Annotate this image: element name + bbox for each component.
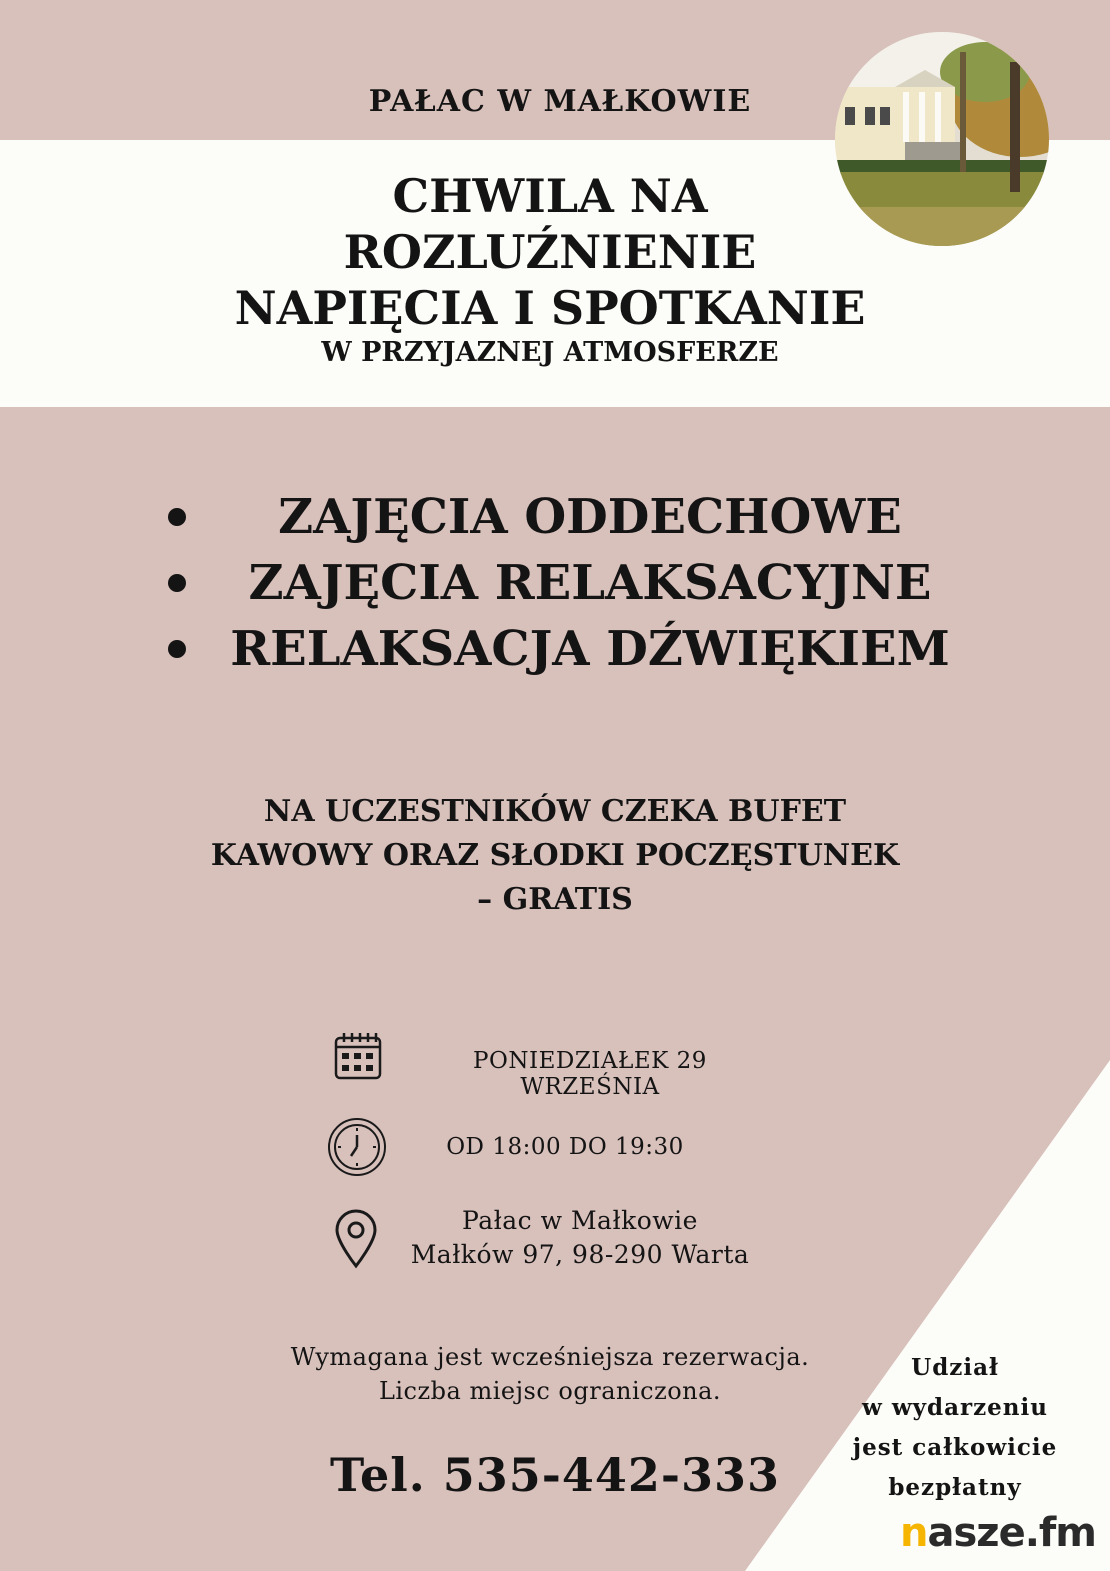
free-line-3: jest całkowicie <box>852 1434 1058 1461</box>
logo-letter: n <box>900 1510 928 1556</box>
location-pin-icon <box>333 1208 379 1270</box>
activities-list <box>160 484 960 682</box>
title-line-4: W PRZYJAZNEJ ATMOSFERZE <box>321 337 779 368</box>
free-line-2: w wydarzeniu <box>862 1394 1048 1421</box>
watermark-logo <box>900 1510 1096 1556</box>
free-participation-note <box>815 1348 1095 1508</box>
venue-address: Małków 97, 98-290 Warta <box>410 1240 750 1269</box>
activity-label: RELAKSACJA DŹWIĘKIEM <box>230 621 950 677</box>
list-item <box>160 484 960 550</box>
buffet-line-2: KAWOWY ORAZ SŁODKI POCZĘSTUNEK <box>210 838 900 873</box>
title-line-3: NAPIĘCIA I SPOTKANIE <box>234 281 866 335</box>
event-time: OD 18:00 DO 19:30 <box>446 1134 684 1160</box>
title-line-1: CHWILA NA <box>392 169 708 223</box>
bullet-icon <box>168 574 186 592</box>
buffet-line-3: – GRATIS <box>477 882 633 917</box>
bullet-icon <box>168 640 186 658</box>
list-item <box>160 550 960 616</box>
title-line-2: ROZLUŹNIENIE <box>343 225 757 279</box>
reservation-line-2: Liczba miejsc ograniczona. <box>378 1377 722 1405</box>
event-date: PONIEDZIAŁEK 29 WRZEŚNIA <box>473 1048 707 1100</box>
activity-label: ZAJĘCIA RELAKSACYJNE <box>248 555 932 611</box>
bullet-icon <box>168 508 186 526</box>
reservation-line-1: Wymagana jest wcześniejsza rezerwacja. <box>290 1343 810 1371</box>
clock-icon <box>326 1116 388 1178</box>
buffet-line-1: NA UCZESTNIKÓW CZEKA BUFET <box>263 794 847 829</box>
buffet-note <box>170 790 940 922</box>
free-line-4: bezpłatny <box>888 1474 1022 1501</box>
reservation-note <box>240 1340 860 1408</box>
free-line-1: Udział <box>911 1354 999 1381</box>
logo-text: asze.fm <box>927 1510 1096 1556</box>
phone-number: Tel. 535-442-333 <box>330 1448 780 1502</box>
list-item <box>160 616 960 682</box>
venue-name: Pałac w Małkowie <box>462 1206 698 1235</box>
venue-header: PAŁAC W MAŁKOWIE <box>368 84 752 119</box>
activity-label: ZAJĘCIA ODDECHOWE <box>278 489 902 545</box>
event-address <box>380 1204 780 1272</box>
calendar-icon <box>332 1030 384 1082</box>
